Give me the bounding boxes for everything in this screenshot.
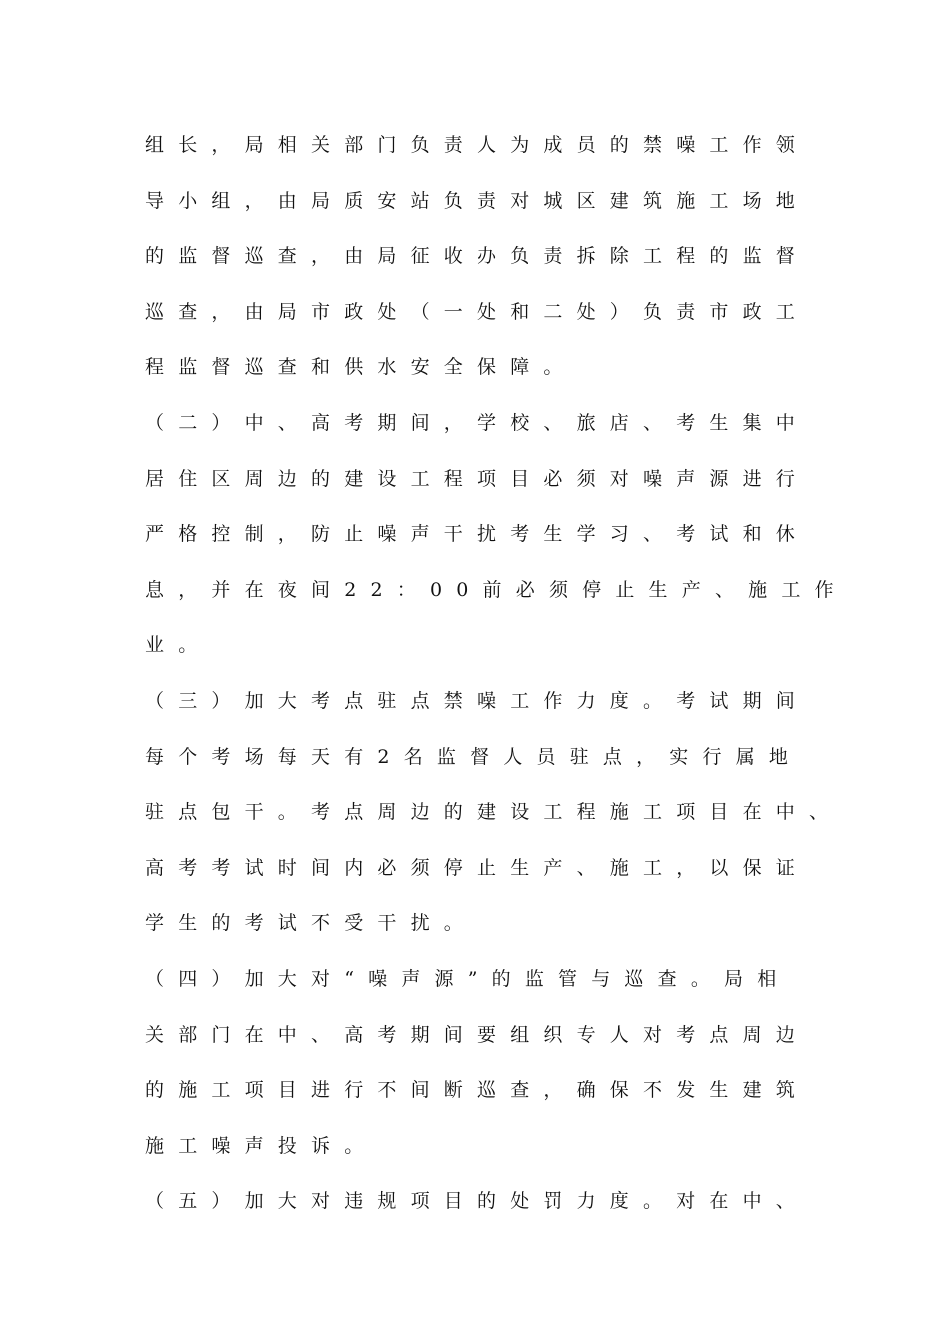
text-line: 程监督巡查和供水安全保障。 xyxy=(145,356,577,379)
text-line: 业。 xyxy=(145,634,212,657)
text-line: （四）加大对“噪声源”的监管与巡查。局相 xyxy=(145,967,791,990)
text-line: 高考考试时间内必须停止生产、施工，以保证 xyxy=(145,856,810,879)
text-line: 驻点包干。考点周边的建设工程施工项目在中、 xyxy=(145,801,843,824)
text-line: 巡查，由局市政处（一处和二处）负责市政工 xyxy=(145,300,810,323)
text-line: 的施工项目进行不间断巡查，确保不发生建筑 xyxy=(145,1079,810,1102)
text-line: 导小组，由局质安站负责对城区建筑施工场地 xyxy=(145,189,810,212)
text-line: 施工噪声投诉。 xyxy=(145,1134,378,1157)
text-line: （三）加大考点驻点禁噪工作力度。考试期间 xyxy=(145,689,810,712)
text-line: 息，并在夜间22：00前必须停止生产、施工作 xyxy=(145,578,848,601)
text-line: 的监督巡查，由局征收办负责拆除工程的监督 xyxy=(145,245,810,268)
text-line: （五）加大对违规项目的处罚力度。对在中、 xyxy=(145,1190,810,1213)
text-line: 居住区周边的建设工程项目必须对噪声源进行 xyxy=(145,467,810,490)
text-line: 严格控制，防止噪声干扰考生学习、考试和休 xyxy=(145,523,810,546)
text-line: （二）中、高考期间，学校、旅店、考生集中 xyxy=(145,411,810,434)
body-text xyxy=(145,126,848,1238)
text-line: 关部门在中、高考期间要组织专人对考点周边 xyxy=(145,1023,810,1046)
text-line: 每个考场每天有2名监督人员驻点，实行属地 xyxy=(145,745,803,768)
text-line: 学生的考试不受干扰。 xyxy=(145,912,478,935)
text-line: 组长，局相关部门负责人为成员的禁噪工作领 xyxy=(145,134,810,156)
